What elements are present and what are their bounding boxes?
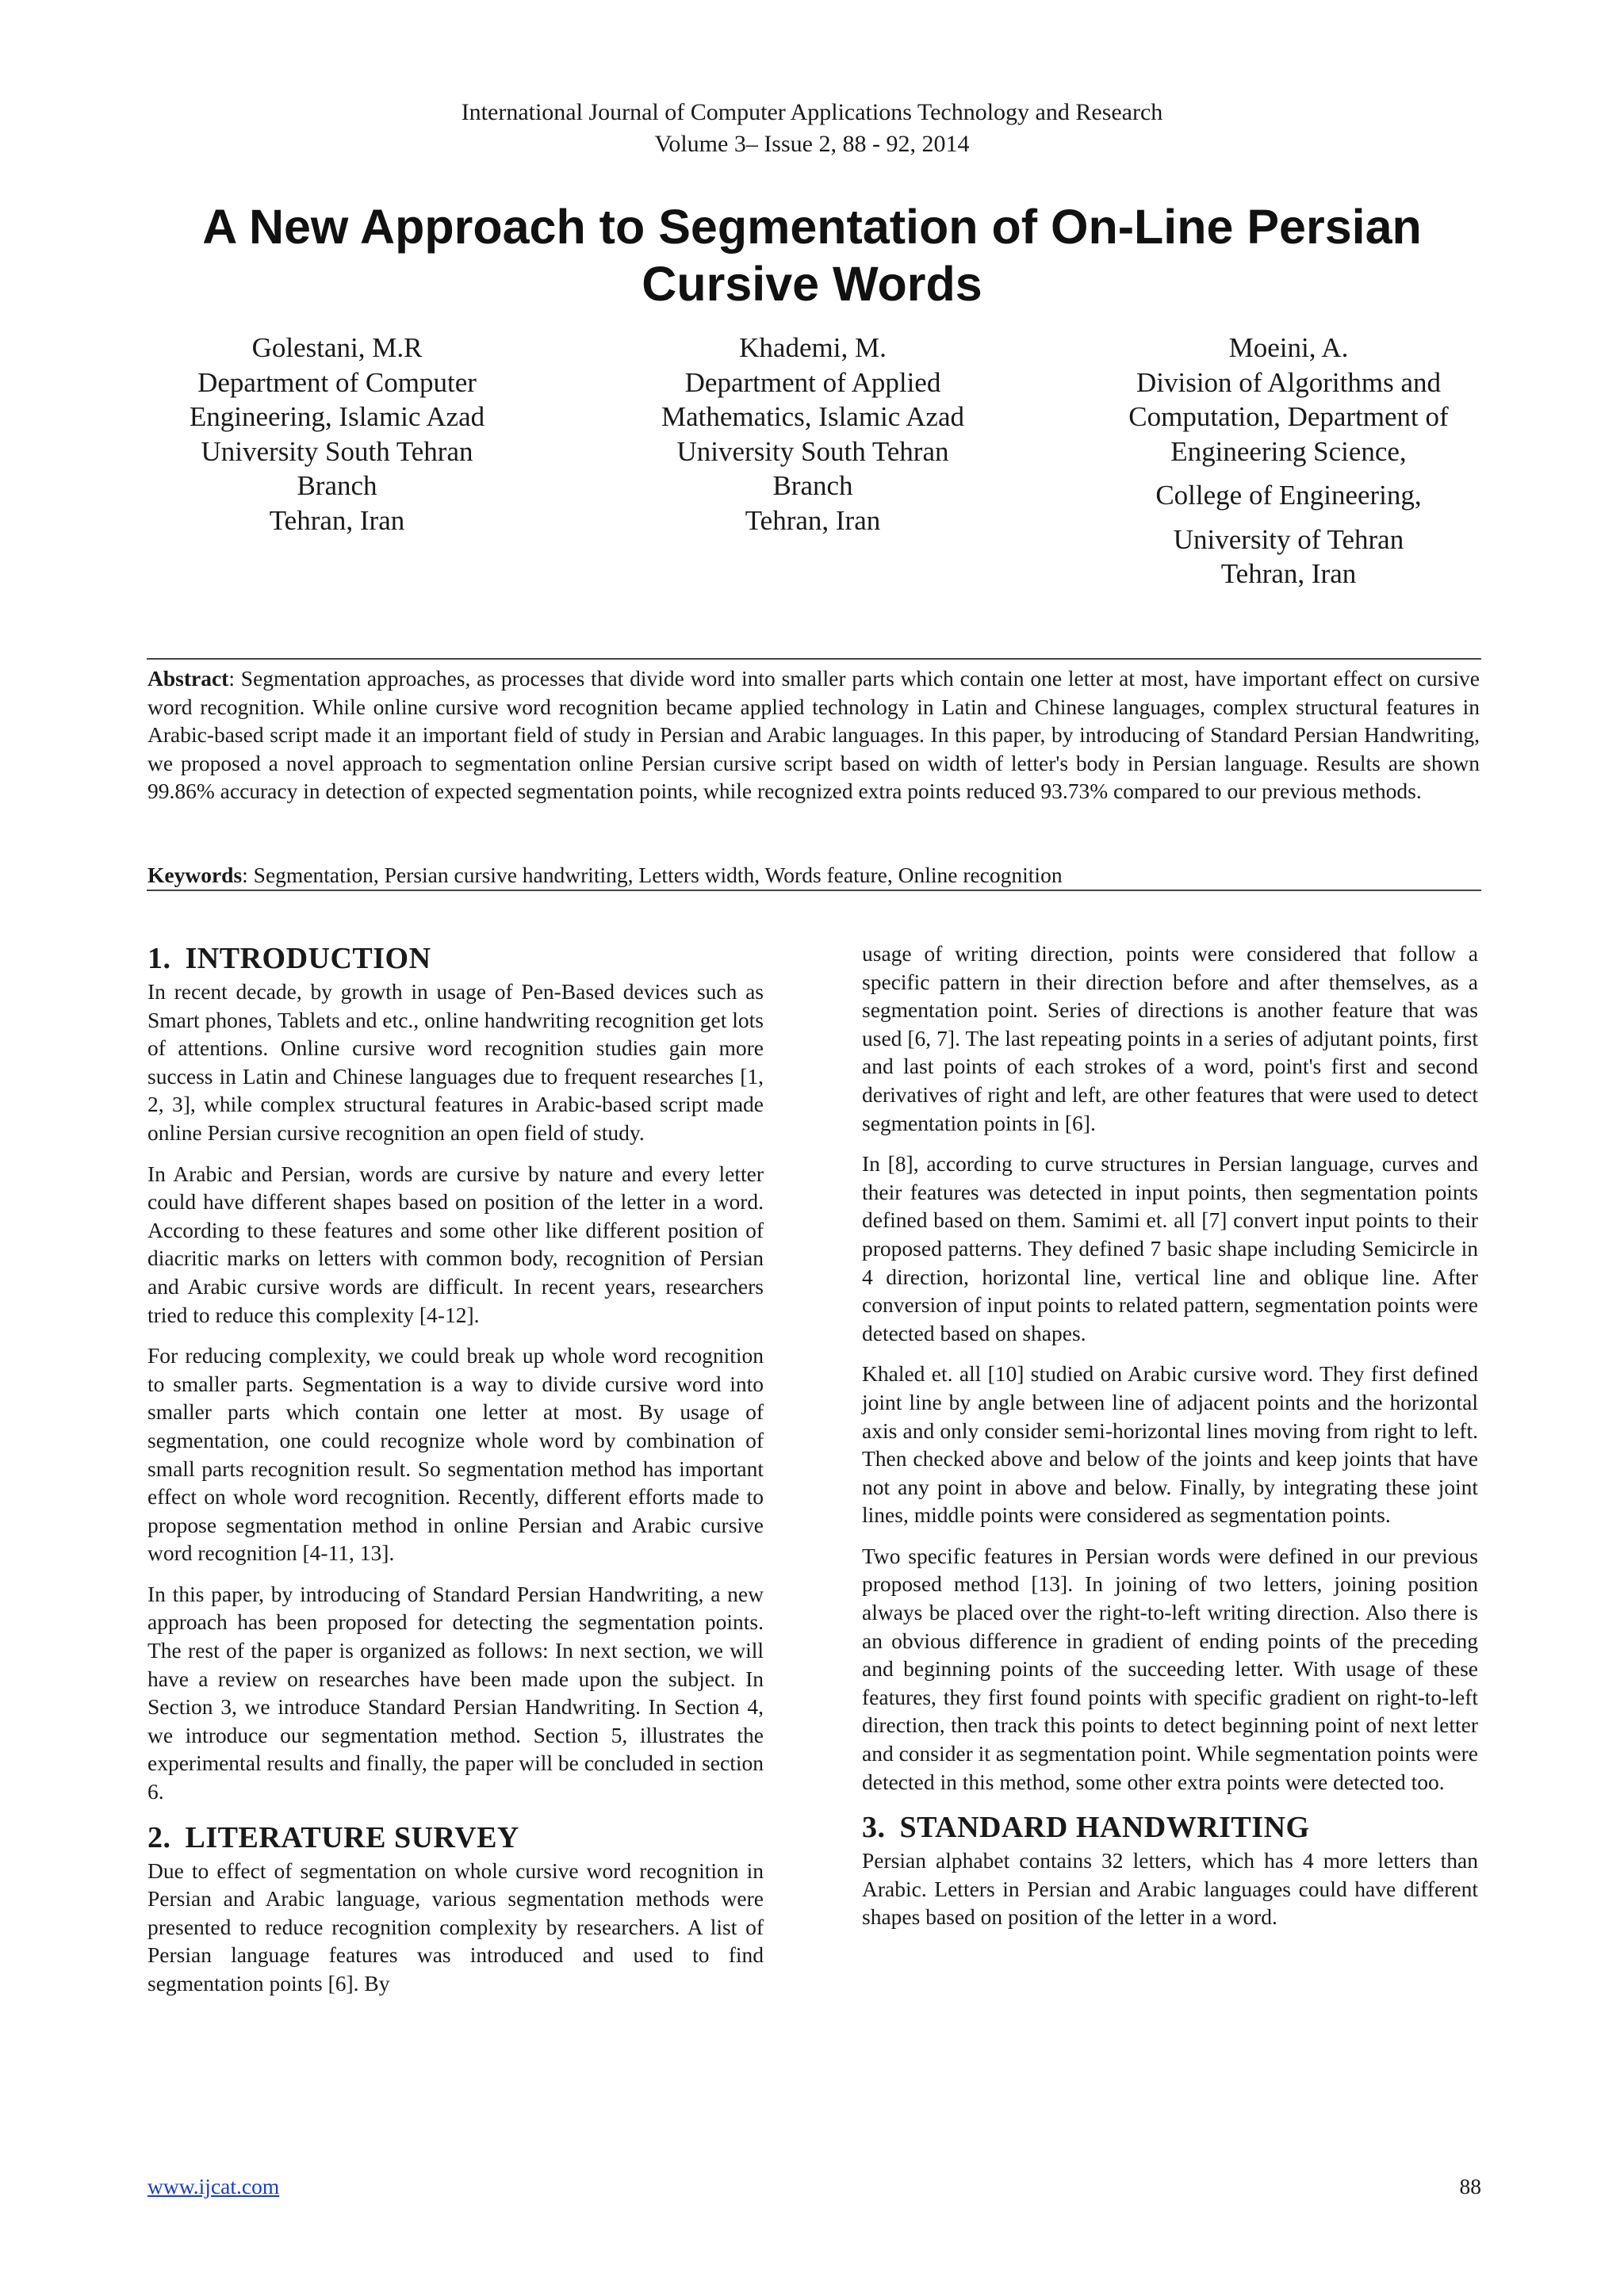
section-heading-literature-survey: [147, 1819, 764, 1857]
section-title: LITERATURE SURVEY: [185, 1820, 519, 1854]
paragraph: In Arabic and Persian, words are cursive by nature and every letter could have different shapes based on position of the letter in a word. According to these features and some other like different position of diacritic marks on letters with common body, recognition of Persian and Arabic cursive words are difficult. In recent years, researchers tried to reduce this complexity [4-12].: [147, 1161, 764, 1327]
author-affiliation-line: Branch: [297, 470, 377, 501]
author-location: Tehran, Iran: [269, 504, 405, 536]
paragraph: Due to effect of segmentation on whole cursive word recognition in Persian and Arabic language, various segmentation methods were presented to reduce recognition complexity by researchers. A list of Persian language features was introduced and used to find segmentation points [6]. By: [147, 1858, 764, 1996]
paper-title-line-1: A New Approach to Segmentation of On-Line Persian: [202, 200, 1422, 254]
author-name: Khademi, M.: [739, 332, 887, 363]
section-number: 3.: [862, 1811, 886, 1845]
paragraph: Persian alphabet contains 32 letters, which has 4 more letters than Arabic. Letters in Persian and Arabic languages could have different shapes based on position of the letter in a word.: [862, 1848, 1478, 1930]
author-affiliation-line: Computation, Department of: [1128, 401, 1449, 432]
keywords-label: Keywords: [147, 863, 243, 887]
author-block-2: [619, 331, 1007, 538]
author-affiliation-line: Engineering, Islamic Azad: [189, 401, 485, 432]
paragraph: In this paper, by introducing of Standard Persian Handwriting, a new approach has been proposed for detecting the segmentation points. The rest of the paper is organized as follows: In next section, we will have a review on researches have been made upon the subject. In Section 3, we introduce Standard Persian Handwriting. In Section 4, we introduce our segmentation method. Section 5, illustrates the experimental results and finally, the paper will be concluded in section 6.: [147, 1581, 764, 1804]
section-number: 1.: [147, 942, 171, 975]
left-column: [147, 939, 764, 2011]
paragraph: usage of writing direction, points were considered that follow a specific pattern in their direction before and after themselves, as a segmentation point. Series of directions is another feature that was used [6, 7]. The last repeating points in a series of adjutant points, first and last points of each strokes of a word, point's first and second derivatives of right and left, are other features that were used to detect segmentation points in [6].: [862, 941, 1478, 1135]
journal-website-link[interactable]: www.ijcat.com: [147, 2174, 280, 2198]
author-affiliation-line: Department of Computer: [197, 366, 477, 398]
paragraph: Khaled et. all [10] studied on Arabic cursive word. They first defined joint line by angle between line of adjacent points and the horizontal axis and only consider semi-horizontal lines moving from right to left. Then checked above and below of the joints and keep joints that have not any point in above and below. Finally, by integrating these joint lines, middle points were considered as segmentation points.: [862, 1361, 1478, 1528]
journal-volume: Volume 3– Issue 2, 88 - 92, 2014: [654, 131, 970, 157]
author-affiliation-line: Engineering Science,: [1170, 435, 1407, 467]
section-heading-introduction: [147, 939, 764, 978]
keywords-text: : Segmentation, Persian cursive handwriting, Letters width, Words feature, Online recognition: [242, 863, 1063, 887]
section-heading-standard-handwriting: [862, 1808, 1478, 1846]
author-affiliation-line: College of Engineering,: [1155, 480, 1422, 511]
author-affiliation-line: University South Tehran: [676, 435, 949, 467]
author-affiliation-line: Department of Applied: [684, 366, 941, 398]
author-location: Tehran, Iran: [745, 504, 881, 536]
paragraph: In [8], according to curve structures in Persian language, curves and their features was detected in input points, then segmentation points defined based on them. Samimi et. all [7] convert input points to their proposed patterns. They defined 7 basic shape including Semicircle in 4 direction, horizontal line, vertical line and oblique line. After conversion of input points to related pattern, segmentation points were detected based on shapes.: [862, 1151, 1478, 1345]
paragraph: For reducing complexity, we could break up whole word recognition to smaller parts. Segmentation is a way to divide cursive word into smaller parts which contain one letter at most. By usage of segmentation, one could recognize whole word by combination of small parts recognition result. So segmentation method has important effect on whole word recognition. Recently, different efforts made to propose segmentation method in online Persian and Arabic cursive word recognition [4-11, 13].: [147, 1343, 764, 1566]
abstract-bottom-rule: [147, 890, 1481, 891]
abstract-top-rule: [147, 658, 1481, 660]
journal-name: International Journal of Computer Applications Technology and Research: [461, 99, 1163, 125]
author-affiliation-line: Branch: [772, 470, 853, 501]
author-name: Moeini, A.: [1228, 332, 1349, 363]
abstract: [147, 664, 1480, 806]
page-number: 88: [1459, 2174, 1481, 2198]
section-number: 2.: [147, 1820, 171, 1854]
keywords: [147, 861, 1480, 890]
paragraph: In recent decade, by growth in usage of Pen-Based devices such as Smart phones, Tablets and etc., online handwriting recognition get lots of attentions. Online cursive word recognition studies gain more success in Latin and Chinese languages due to frequent researches [1, 2, 3], while complex structural features in Arabic-based script made online Persian cursive recognition an open field of study.: [147, 979, 764, 1145]
author-name: Golestani, M.R: [251, 332, 423, 363]
right-column: [862, 939, 1478, 1944]
abstract-label: Abstract: [147, 666, 229, 691]
author-affiliation-line: Division of Algorithms and: [1136, 366, 1442, 398]
section-title: INTRODUCTION: [185, 942, 431, 975]
paper-title-line-2: Cursive Words: [642, 257, 982, 311]
author-location: Tehran, Iran: [1220, 558, 1357, 589]
paper-title: [119, 198, 1505, 312]
abstract-text: : Segmentation approaches, as processes that divide word into smaller parts which contain one letter at most, have important effect on cursive word recognition. While online cursive word recognition became applied technology in Latin and Chinese languages, complex structural features in Arabic-based script made it an important field of study in Persian and Arabic languages. In this paper, by introducing of Standard Persian Handwriting, we proposed a novel approach to segmentation online Persian cursive script based on width of letter's body in Persian language. Results are shown 99.86% accuracy in detection of expected segmentation points, while recognized extra points reduced 93.73% compared to our previous methods.: [147, 666, 1480, 803]
author-affiliation-line: Mathematics, Islamic Azad: [661, 401, 964, 432]
author-affiliation-line: University of Tehran: [1173, 523, 1404, 555]
section-title: STANDARD HANDWRITING: [899, 1811, 1310, 1845]
paragraph: Two specific features in Persian words were defined in our previous proposed method [13]. In joining of two letters, joining position always be placed over the right-to-left writing direction. Also there is an obvious difference in gradient of ending points of the preceding and beginning points of the succeeding letter. With usage of these features, they first found points with specific gradient on right-to-left direction, then track this points to detect beginning point of next letter and consider it as segmentation point. While segmentation points were detected in this method, some other extra points were detected too.: [862, 1543, 1478, 1794]
author-block-1: [143, 331, 531, 538]
author-affiliation-line: University South Tehran: [201, 435, 473, 467]
author-block-3: [1086, 331, 1491, 591]
